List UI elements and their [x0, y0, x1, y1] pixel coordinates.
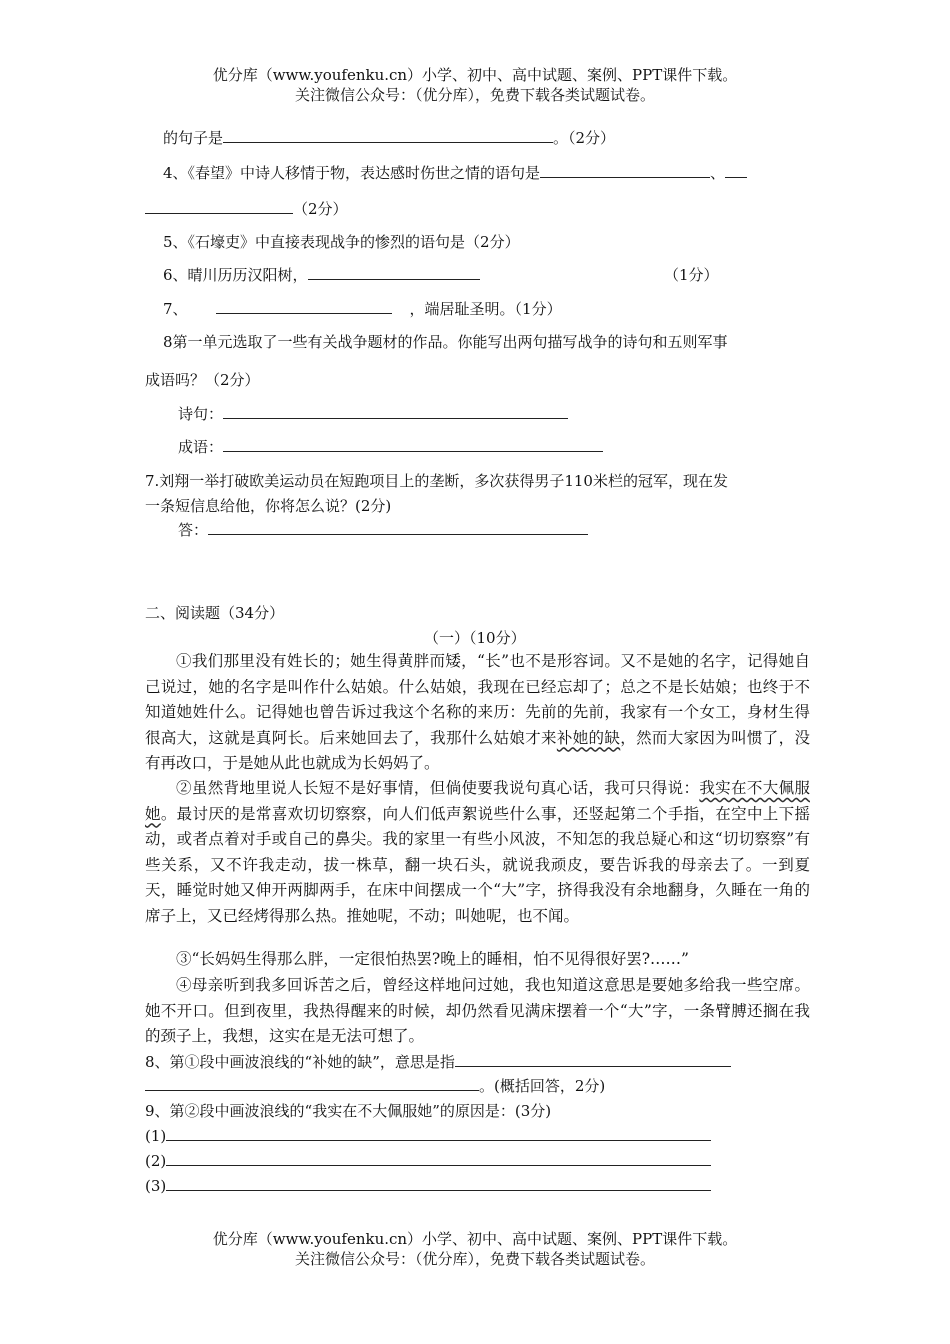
reading-q8-line-1	[145, 1051, 731, 1072]
q8-idiom-line	[178, 436, 603, 457]
q4-line-2	[145, 198, 348, 219]
reading-q8-blank-2[interactable]	[145, 1076, 479, 1091]
reading-q8-tail: 。(概括回答，2分)	[479, 1077, 606, 1095]
reading-q9-label-3: (3)	[145, 1177, 167, 1195]
q3-score: 。（2分）	[553, 129, 616, 147]
p2-text-b: 。最讨厌的是常喜欢切切察察，向人们低声絮说些什么事，还竖起第二个手指，在空中上下摇动，或者点着对手或自己的鼻尖。我的家里一有些小风波，不知怎的我总疑心和这“切切察察”有些关系，又不许我走动，拔一株草，翻一块石头，就说我顽皮，要告诉我的母亲去了。一到夏天，睡觉时她又伸开两脚两手，在床中间摆成一个“大”字，挤得我没有余地翻身，久睡在一角的席子上，又已经烤得那么热。推她呢，不动；叫她呢，也不闻。	[145, 804, 810, 925]
q4-text: 4、《春望》中诗人移情于物，表达感时伤世之情的语句是	[163, 164, 541, 182]
q4-answer-blank-2b[interactable]	[145, 199, 293, 214]
q3-prefix: 的句子是	[163, 129, 224, 147]
reading-q9-label-1: (1)	[145, 1127, 167, 1145]
p2-wavy-phrase: 我实在不大佩服她	[145, 779, 810, 823]
q4-answer-blank-1[interactable]	[540, 163, 710, 178]
header-line-1: 优分库（www.youfenku.cn）小学、初中、高中试题、案例、PPT课件下载。	[212, 66, 738, 84]
reading-q9-item-2	[145, 1151, 711, 1170]
reading-q9-item-1	[145, 1126, 711, 1145]
footer-line-1: 优分库（www.youfenku.cn）小学、初中、高中试题、案例、PPT课件下载。	[212, 1230, 738, 1248]
q6-score: （1分）	[664, 266, 719, 284]
q6-answer-blank[interactable]	[308, 265, 480, 280]
passage-paragraph-3: ③“长妈妈生得那么胖，一定很怕热罢?晚上的睡相，怕不见得很好罢?……”	[176, 950, 689, 968]
passage-paragraph-2	[145, 776, 810, 929]
q9-line-2: 一条短信息给他，你将怎么说？(2分)	[145, 497, 392, 515]
q4-answer-blank-2a[interactable]	[725, 163, 747, 178]
footer-line-2: 关注微信公众号：（优分库），免费下载各类试题试卷。	[294, 1250, 655, 1268]
reading-q8-text: 8、第①段中画波浪线的“补她的缺”，意思是指	[145, 1053, 455, 1071]
q8-line-2: 成语吗？（2分）	[145, 371, 260, 389]
q8-poem-blank[interactable]	[223, 404, 568, 419]
q7-line	[163, 298, 562, 319]
q7-answer-blank[interactable]	[216, 299, 392, 314]
reading-q9-text: 9、第②段中画波浪线的“我实在不大佩服她”的原因是：(3分)	[145, 1102, 552, 1120]
q7-number: 7、	[163, 300, 188, 318]
q4-score: （2分）	[293, 200, 348, 218]
passage-paragraph-4: ④母亲听到我多回诉苦之后，曾经这样地问过她，我也知道这意思是要她多给我一些空席。她不开口。但到夜里，我热得醒来的时候，却仍然看见满床摆着一个“大”字，一条臂膊还搁在我的颈子上，我想，这实在是无法可想了。	[145, 976, 810, 1045]
q8-idiom-blank[interactable]	[223, 437, 603, 452]
section-1-title: （一）（10分）	[424, 629, 526, 647]
p1-text-a: ①我们那里没有姓长的；她生得黄胖而矮，“长”也不是形容词。又不是她的名字，记得她自己说过，她的名字是叫作什么姑娘。什么姑娘，我现在已经忘却了；总之不是长姑娘；也终于不知道她姓什么。记得她也曾告诉过我这个名称的来历：先前的先前，我家有一个女工，身材生得很高大，这就是真阿长。后来她回去了，我那什么姑娘才来	[145, 652, 810, 747]
q3-answer-blank[interactable]	[223, 128, 553, 143]
part2-title: 二、阅读题（34分）	[145, 604, 285, 622]
q4-separator: 、	[710, 164, 726, 182]
q4-line	[163, 162, 747, 183]
q9-line-1: 7.刘翔一举打破欧美运动员在短跑项目上的垄断，多次获得男子110米栏的冠军，现在发	[145, 472, 728, 490]
reading-q9-blank-1[interactable]	[166, 1126, 711, 1141]
reading-q9-label-2: (2)	[145, 1152, 167, 1170]
p1-text-b: ，然而大家因为叫惯了，没有再改口，于是她从此也就成为长妈妈了。	[145, 728, 810, 772]
reading-q8-blank-1[interactable]	[455, 1052, 731, 1067]
q6-text: 6、晴川历历汉阳树，	[163, 266, 308, 284]
p2-text-a: ②虽然背地里说人长短不是好事情，但倘使要我说句真心话，我可只得说：	[176, 779, 700, 797]
q3-tail	[163, 127, 615, 148]
q9-answer-line	[178, 519, 588, 540]
q8-poem-label: 诗句：	[178, 405, 224, 423]
reading-q9-blank-3[interactable]	[166, 1176, 711, 1191]
header-line-2: 关注微信公众号：（优分库），免费下载各类试题试卷。	[294, 86, 655, 104]
reading-q9-blank-2[interactable]	[166, 1151, 711, 1166]
q8-line-1: 8第一单元选取了一些有关战争题材的作品。你能写出两句描写战争的诗句和五则军事	[163, 333, 728, 351]
p1-wavy-phrase: 补她的缺	[556, 728, 621, 747]
q6-line	[163, 264, 480, 285]
q9-answer-blank[interactable]	[208, 520, 588, 535]
q8-idiom-label: 成语：	[178, 438, 224, 456]
q8-poem-line	[178, 403, 568, 424]
q5-text: 5、《石壕吏》中直接表现战争的惨烈的语句是（2分）	[163, 233, 520, 251]
reading-q9-item-3	[145, 1176, 711, 1195]
q9-answer-label: 答：	[178, 521, 209, 539]
reading-q8-line-2	[145, 1075, 605, 1096]
passage-paragraph-1	[145, 649, 810, 777]
q7-text: ，端居耻圣明。（1分）	[409, 300, 562, 318]
